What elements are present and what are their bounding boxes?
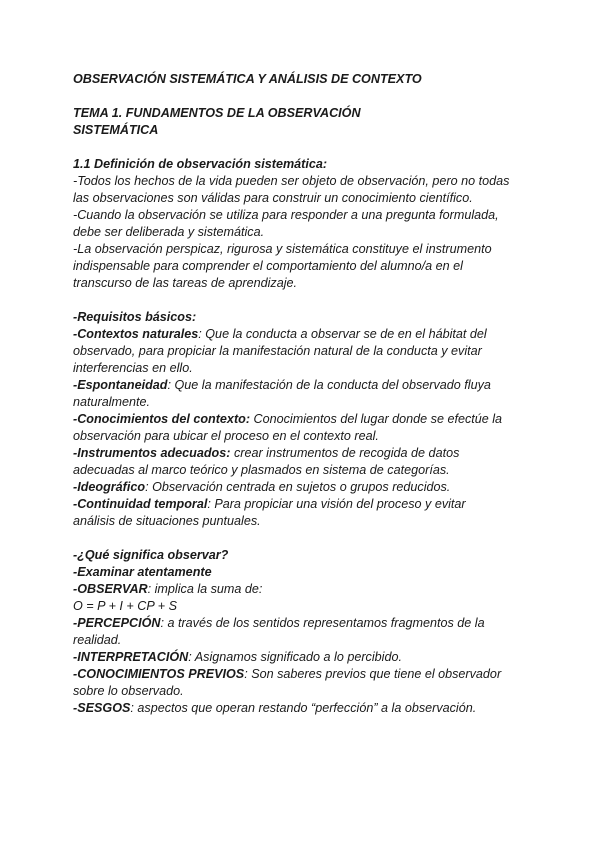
requirement-item: -Espontaneidad: Que la manifestación de la conducta del observado fluya [73, 378, 491, 392]
observe-item: -INTERPRETACIÓN: Asignamos significado a lo percibido. [73, 650, 402, 664]
requirement-term: -Ideográfico [73, 480, 146, 494]
definition-line: -La observación perspicaz, rigurosa y sistemática constituye el instrumento [73, 242, 492, 256]
section-heading-definition: 1.1 Definición de observación sistemática: [73, 157, 328, 171]
requirement-term: -Instrumentos adecuados: [73, 446, 231, 460]
observe-term: -PERCEPCIÓN [73, 616, 161, 630]
observe-term: -OBSERVAR [73, 582, 148, 596]
observe-question: -¿Qué significa observar? [73, 548, 229, 562]
observe-term: -CONOCIMIENTOS PREVIOS [73, 667, 245, 681]
observe-formula: O = P + I + CP + S [73, 599, 178, 613]
document-body [73, 71, 533, 717]
definition-line: -Cuando la observación se utiliza para responder a una pregunta formulada, [73, 208, 499, 222]
observe-text: sobre lo observado. [73, 684, 184, 698]
observe-item: -PERCEPCIÓN: a través de los sentidos representamos fragmentos de la [73, 616, 485, 630]
definition-line: debe ser deliberada y sistemática. [73, 225, 265, 239]
requirement-item: -Continuidad temporal: Para propiciar una visión del proceso y evitar [73, 497, 466, 511]
requirement-term: -Espontaneidad [73, 378, 168, 392]
requirement-text: interferencias en ello. [73, 361, 193, 375]
topic-heading: TEMA 1. FUNDAMENTOS DE LA OBSERVACIÓN [73, 106, 361, 120]
observe-item: -CONOCIMIENTOS PREVIOS: Son saberes previos que tiene el observador [73, 667, 502, 681]
requirement-term: -Contextos naturales [73, 327, 199, 341]
definition-line: indispensable para comprender el comportamiento del alumno/a en el [73, 259, 463, 273]
requirement-text: adecuadas al marco teórico y plasmados en sistema de categorías. [73, 463, 450, 477]
observe-item: -OBSERVAR: implica la suma de: [73, 582, 263, 596]
observe-term: -INTERPRETACIÓN [73, 650, 189, 664]
requirement-text: análisis de situaciones puntuales. [73, 514, 261, 528]
observe-term: -SESGOS [73, 701, 131, 715]
requirement-text: observación para ubicar el proceso en el contexto real. [73, 429, 379, 443]
requirement-item: -Ideográfico: Observación centrada en sujetos o grupos reducidos. [73, 480, 451, 494]
topic-heading-cont: SISTEMÁTICA [73, 123, 159, 137]
requirements-heading: -Requisitos básicos: [73, 310, 197, 324]
requirement-item: -Instrumentos adecuados: crear instrumentos de recogida de datos [73, 446, 460, 460]
requirement-item: -Contextos naturales: Que la conducta a observar se de en el hábitat del [73, 327, 487, 341]
definition-line: las observaciones son válidas para construir un conocimiento científico. [73, 191, 473, 205]
requirement-term: -Continuidad temporal [73, 497, 208, 511]
requirement-text: naturalmente. [73, 395, 151, 409]
requirement-item: -Conocimientos del contexto: Conocimientos del lugar donde se efectúe la [73, 412, 503, 426]
observe-item: -SESGOS: aspectos que operan restando “perfección” a la observación. [73, 701, 477, 715]
definition-line: -Todos los hechos de la vida pueden ser objeto de observación, pero no todas [73, 174, 510, 188]
requirement-term: -Conocimientos del contexto: [73, 412, 251, 426]
requirement-text: observado, para propiciar la manifestación natural de la conducta y evitar [73, 344, 482, 358]
document-title: OBSERVACIÓN SISTEMÁTICA Y ANÁLISIS DE CONTEXTO [73, 72, 422, 86]
definition-line: transcurso de las tareas de aprendizaje. [73, 276, 298, 290]
observe-examinar: -Examinar atentamente [73, 565, 212, 579]
observe-text: realidad. [73, 633, 122, 647]
